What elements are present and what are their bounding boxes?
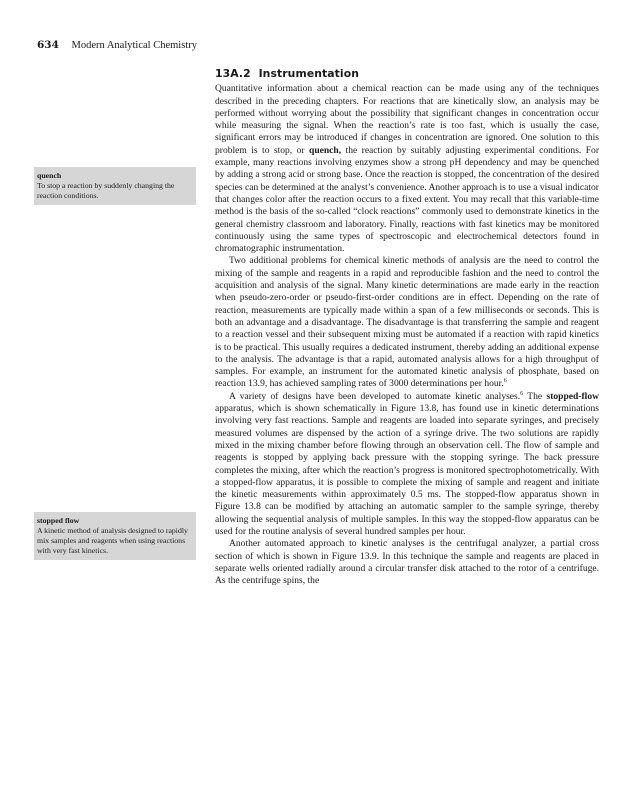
margin-note-stopped-flow: [34, 512, 196, 560]
paragraph-text: Two additional problems for chemical kinetic methods of analysis are the need to control the mixing of the sample and reagents in a rapid and reproducible fashion and the need to control the acquisition and analysis of the signal. Many kinetic determinations are made early in the reaction when pseudo-zero-order or pseudo-first-order conditions are in effect. Depending on the rate of reaction, measurements are typically made within a span of a few milliseconds or seconds. This is both an advantage and a disadvantage. The disadvantage is that transferring the sample and reagent to a reaction vessel and their subsequent mixing must be automated if a reaction with rapid kinetics is to be practical. This usually requires a dedicated instrument, thereby adding an additional expense to the analysis. The advantage is that a rapid, automated analysis allows for a high throughput of samples. For example, an instrument for the automated kinetic analysis of phosphate, based on reaction 13.9, has achieved sampling rates of 3000 determinations per hour.: [215, 255, 599, 390]
running-header: [37, 39, 197, 51]
glossary-term-quench: quench,: [309, 144, 342, 156]
margin-note-term: stopped flow: [37, 516, 80, 525]
paragraph-4: [215, 538, 599, 587]
section-title: Instrumentation: [258, 67, 360, 80]
paragraph-text: apparatus, which is shown schematically in Figure 13.8, has found use in kinetic determinations involving very fast reactions. Sample and reagents are loaded into separate syringes, and precisely measured volumes are dispensed by the action of a syringe drive. The two solutions are rapidly mixed in the mixing chamber before flowing through an observation cell. The flow of sample and reagents is stopped by applying back pressure with the stopping syringe. The back pressure completes the mixing, after which the reaction’s progress is monitored spectrophotometrically. With a stopped-flow apparatus, it is possible to complete the mixing of sample and reagent and initiate the kinetic measurements within approximately 0.5 ms. The stopped-flow apparatus shown in Figure 13.8 can be modified by attaching an automatic sampler to the sample syringe, thereby allowing the sequential analysis of multiple samples. In this way the stopped-flow apparatus can be used for the routine analysis of several hundred samples per hour.: [215, 403, 599, 537]
paragraph-text: Another automated approach to kinetic analyses is the centrifugal analyzer, a partial cross section of which is shown in Figure 13.9. In this technique the sample and reagents are placed in separate wells oriented radially around a circular transfer disk attached to the rotor of a centrifuge. As the centrifuge spins, the: [215, 538, 599, 587]
paragraph-text: the reaction by suitably adjusting experimental conditions. For example, many reactions involving enzymes show a strong pH dependency and may be quenched by adding a strong acid or strong base. Once the reaction is stopped, the concentration of the desired species can be determined at the analyst’s convenience. Another approach is to use a visual indicator that changes color after the reaction occurs to a fixed extent. You may recall that this variable-time method is the basis of the so-called “clock reactions” commonly used to demonstrate kinetics in the general chemistry classroom and laboratory. Finally, reactions with fast kinetics may be monitored continuously using the same types of spectroscopic and electrochemical detectors found in chromatographic instrumentation.: [215, 144, 600, 255]
reference-marker: 6: [520, 390, 524, 397]
paragraph-text: A variety of designs have been developed to automate kinetic analyses.: [229, 390, 521, 402]
section-heading: [215, 68, 599, 80]
paragraph-text: The: [523, 390, 547, 402]
margin-note-definition: A kinetic method of analysis designed to rapidly mix samples and reagents when using reactions with very fast kinetics.: [37, 526, 188, 555]
section-number: 13A.2: [215, 67, 251, 80]
running-title: Modern Analytical Chemistry: [71, 40, 197, 51]
glossary-term-stopped-flow: stopped-flow: [546, 390, 599, 402]
paragraph-text: Quantitative information about a chemical reaction can be made using any of the techniques described in the preceding chapters. For reactions that are kinetically slow, an analysis may be performed without worrying about the possibility that significant changes in concentration occur while measuring the signal. When the reaction’s rate is too fast, which is usually the case, significant errors may be introduced if changes in concentration are ignored. One solution to this problem is to stop, or: [215, 83, 599, 156]
paragraph-2: [215, 255, 599, 390]
paragraph-1: [215, 83, 599, 255]
margin-note-quench: [34, 167, 196, 205]
paragraph-3: [215, 391, 599, 539]
margin-note-term: quench: [37, 171, 62, 180]
reference-marker: 6: [503, 378, 507, 385]
margin-note-definition: To stop a reaction by suddenly changing the reaction conditions.: [37, 181, 175, 200]
main-text-column: [215, 68, 599, 587]
page-number: 634: [37, 39, 59, 51]
